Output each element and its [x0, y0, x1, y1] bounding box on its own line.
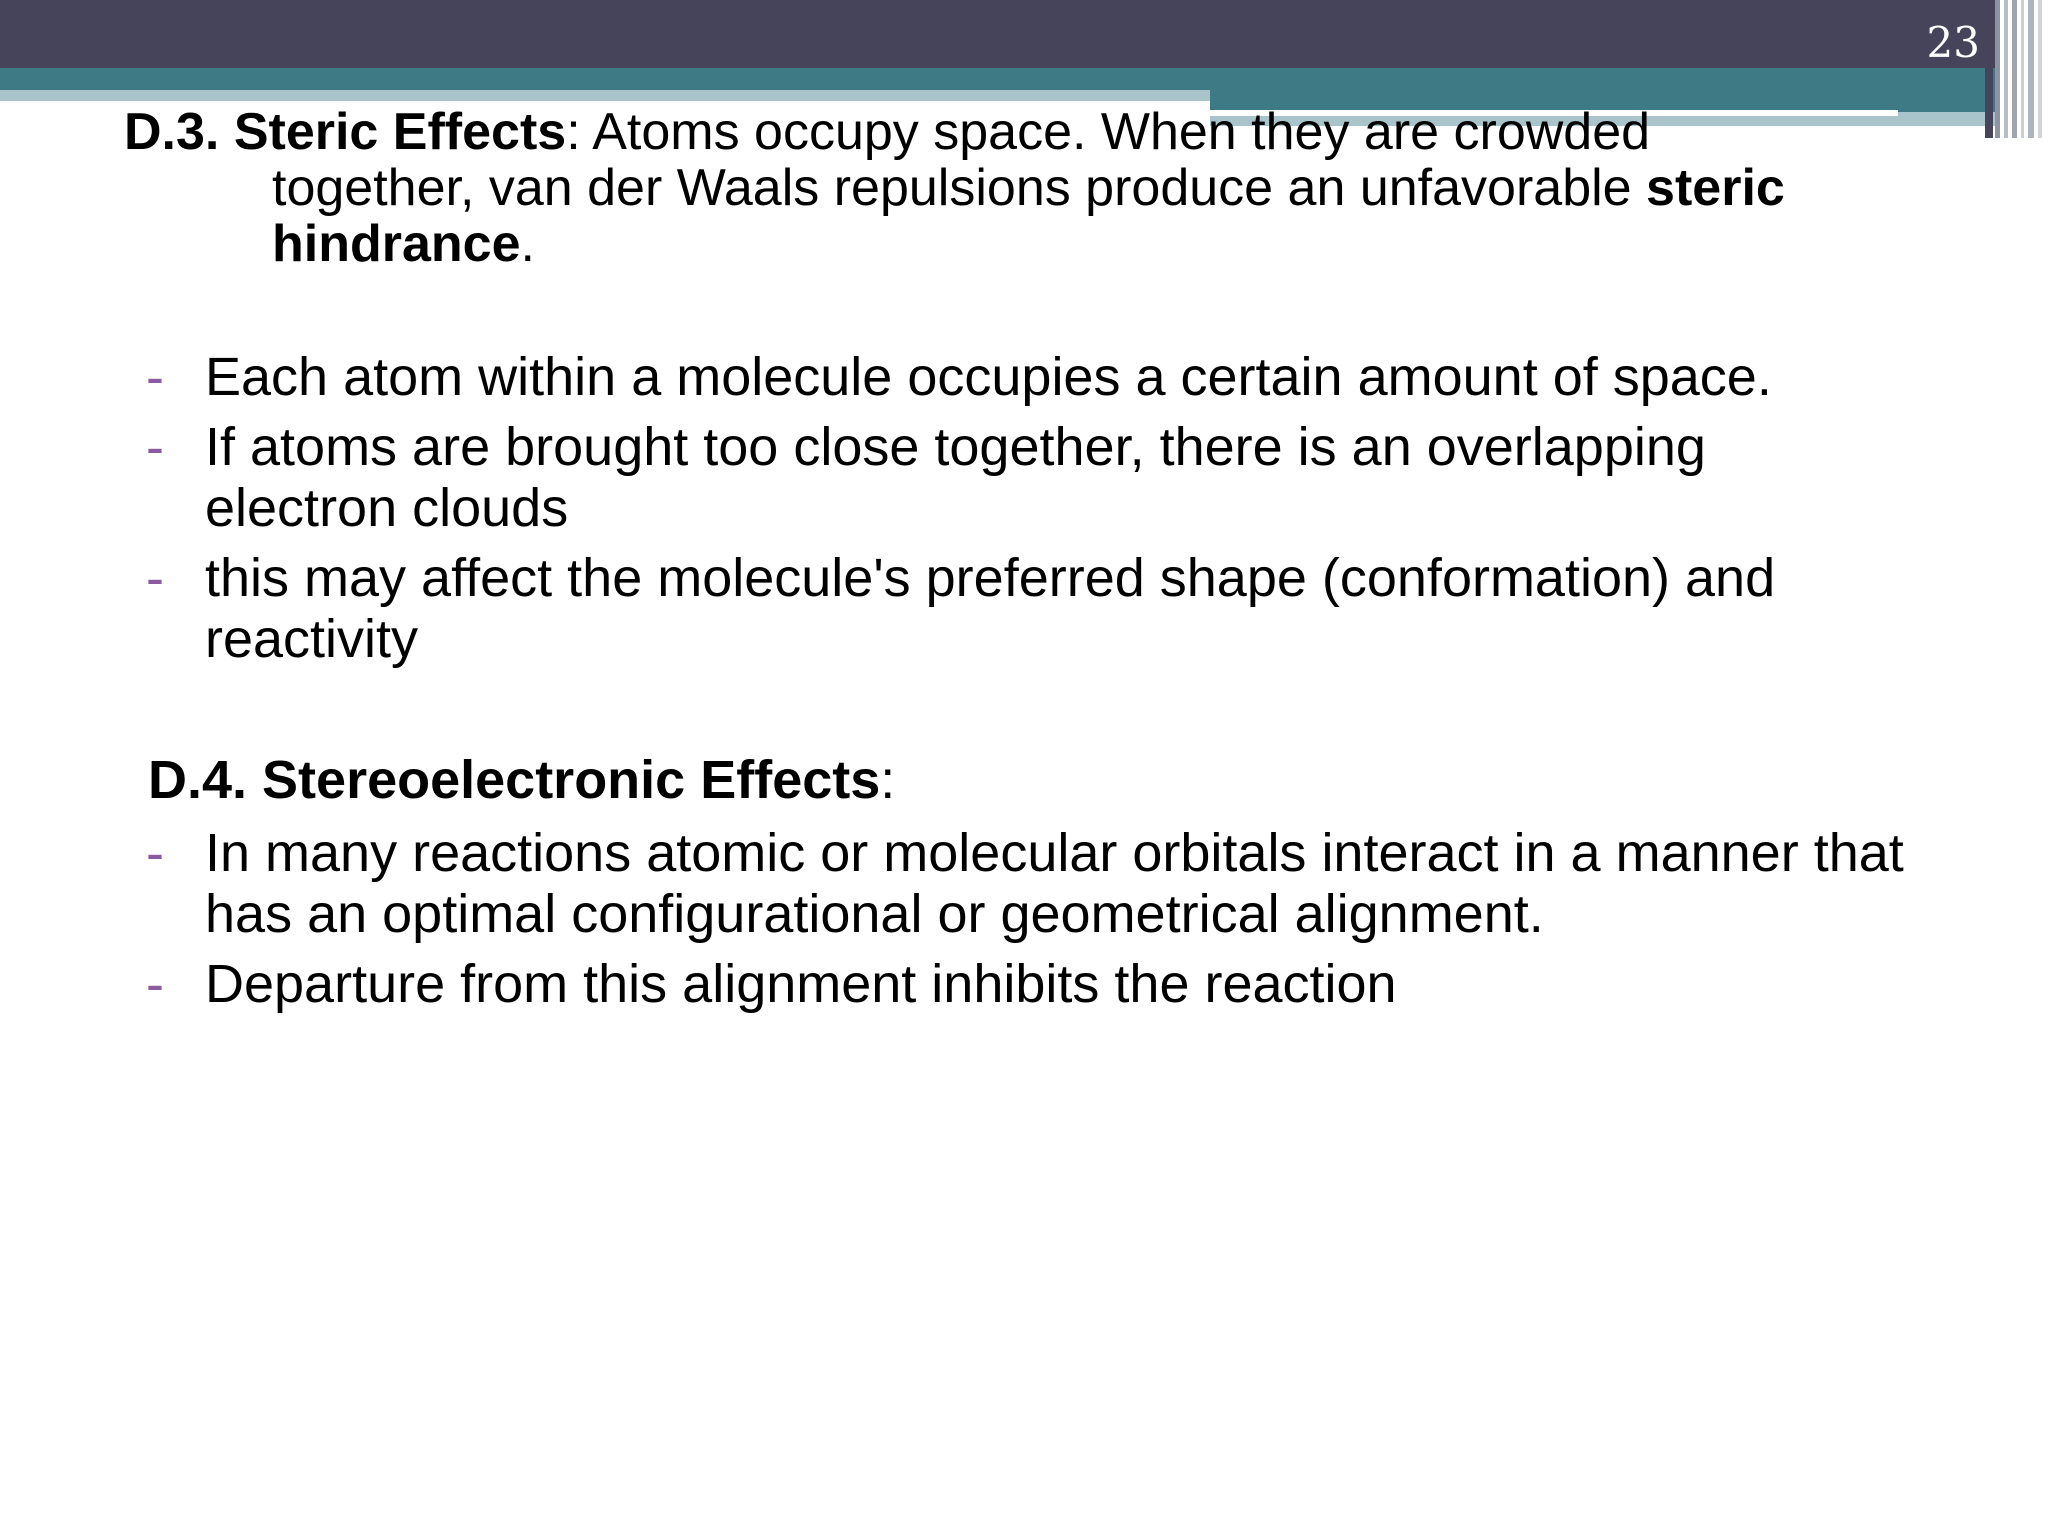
d3-bullet-list: [146, 347, 1906, 679]
edge-stripe: [1985, 0, 1993, 138]
list-item: [146, 954, 1906, 1015]
d3-bold-term-2: hindrance: [272, 215, 521, 273]
edge-stripe: [2038, 0, 2042, 138]
d3-continuation: [124, 160, 1924, 272]
list-item: [146, 347, 1906, 408]
bullet-text: Departure from this alignment inhibits the reaction: [205, 954, 1397, 1014]
edge-stripe: [2004, 0, 2008, 138]
edge-stripe: [2028, 0, 2034, 138]
bullet-dash: -: [146, 417, 164, 477]
bullet-dash: -: [146, 548, 164, 608]
d3-bold-term-1: steric: [1646, 159, 1785, 217]
d3-first-line: [124, 104, 1924, 160]
d4-heading-line: [148, 750, 895, 811]
slide-number: 23: [1926, 18, 1980, 67]
list-item: [146, 823, 1906, 945]
bullet-text: In many reactions atomic or molecular orbitals interact in a manner that has an optimal configurational or geometrical alignment.: [205, 823, 1904, 944]
edge-stripe: [1995, 0, 2000, 138]
edge-stripe: [2012, 0, 2017, 138]
bullet-text: this may affect the molecule's preferred shape (conformation) and reactivity: [205, 548, 1776, 669]
bullet-dash: -: [146, 823, 164, 883]
bullet-dash: -: [146, 954, 164, 1014]
d3-text-end: .: [520, 215, 535, 273]
header-band-teal: [0, 68, 1995, 90]
d4-heading: D.4. Stereoelectronic Effects: [148, 750, 881, 810]
d4-bullet-list: [146, 823, 1906, 1024]
list-item: [146, 417, 1906, 539]
d3-paragraph: [124, 104, 1924, 272]
edge-stripe: [2021, 0, 2024, 138]
bullet-text: Each atom within a molecule occupies a certain amount of space.: [205, 347, 1772, 407]
list-item: [146, 548, 1906, 670]
d3-text-part2: together, van der Waals repulsions produce an unfavorable: [272, 159, 1647, 217]
d4-colon: :: [880, 750, 896, 810]
d3-text-part1: : Atoms occupy space. When they are crowded: [566, 103, 1651, 161]
bullet-dash: -: [146, 347, 164, 407]
d3-heading: D.3. Steric Effects: [124, 103, 567, 161]
bullet-text: If atoms are brought too close together, there is an overlapping electron clouds: [205, 417, 1706, 538]
header-band-pale-left: [0, 90, 1210, 101]
header-band-dark: [0, 0, 1995, 68]
